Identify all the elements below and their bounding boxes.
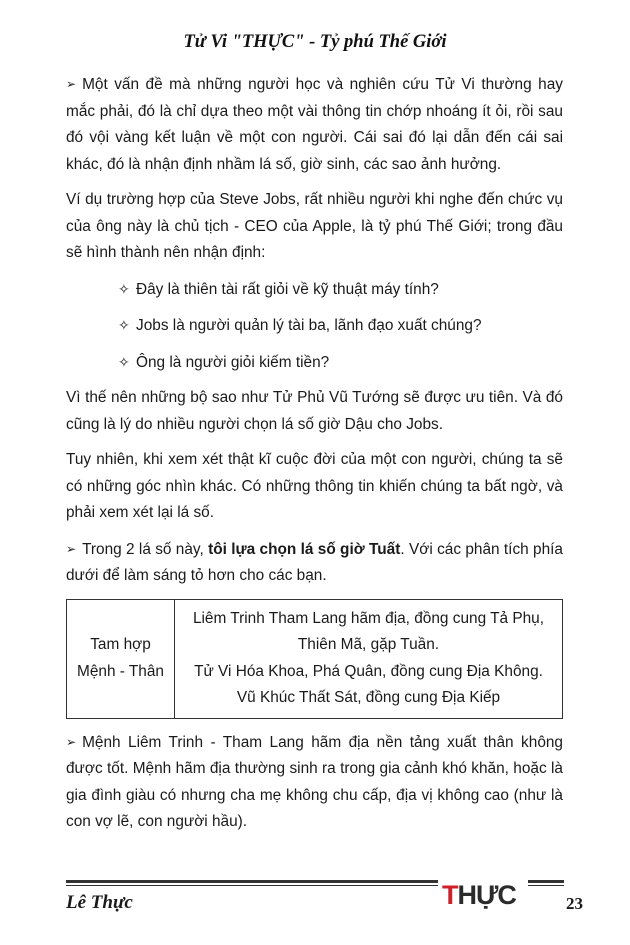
page-number: 23: [566, 894, 583, 913]
question-list: [66, 276, 563, 377]
arrow-right-icon: ➢: [66, 77, 77, 91]
logo-letters-huc: HỰC: [457, 880, 516, 910]
paragraph-6-text: Mệnh Liêm Trinh - Tham Lang hãm địa nền tảng xuất thân không được tốt. Mệnh hãm địa thường sinh ra trong gia cảnh khó khăn, hoặc là gia đình giàu có nhưng cha mẹ không chu cấp, địa vị không cao (như là con vợ lẽ, con người hầu).: [66, 733, 563, 830]
thuc-logo: [441, 876, 529, 912]
arrow-right-icon: ➢: [66, 541, 77, 556]
table-label-line: Tam hợp: [90, 636, 151, 653]
footer-divider: [528, 880, 564, 883]
paragraph-6: [66, 729, 563, 836]
logo-wordmark: [442, 880, 516, 910]
four-point-star-icon: ✧: [118, 353, 130, 370]
table-label-cell: [67, 599, 175, 718]
tam-hop-table: [66, 599, 563, 719]
table-body-cell: [175, 599, 563, 718]
table-label-line: Mệnh - Thân: [77, 662, 164, 680]
paragraph-5-pre: Trong 2 lá số này,: [82, 540, 209, 558]
footer-divider: [66, 880, 438, 883]
list-item: [118, 276, 563, 304]
page-header-title: Tử Vi "THỰC" - Tỷ phú Thế Giới: [183, 32, 447, 52]
table-row: [67, 599, 563, 718]
table-body-line: Liêm Trinh Tham Lang hãm địa, đồng cung Tả Phụ, Thiên Mã, gặp Tuần.: [192, 609, 545, 653]
footer-divider: [66, 885, 438, 886]
table-body-line: Vũ Khúc Thất Sát, đồng cung Địa Kiếp: [236, 689, 501, 706]
paragraph-2: Ví dụ trường hợp của Steve Jobs, rất nhiều người khi nghe đến chức vụ của ông này là chủ tịch - CEO của Apple, là tỷ phú Thế Giới; trong đầu sẽ hình thành nên nhận định:: [66, 191, 563, 261]
paragraph-1: [66, 71, 563, 178]
list-item: [118, 312, 563, 340]
paragraph-5-post: . Với các phân tích phía dưới để làm sáng tỏ hơn cho các bạn.: [66, 540, 563, 584]
list-item: [118, 349, 563, 377]
arrow-right-icon: ➢: [66, 734, 77, 749]
footer-divider: [528, 885, 564, 886]
table-body-line: Tử Vi Hóa Khoa, Phá Quân, đồng cung Địa Không.: [194, 662, 543, 680]
footer-author: Lê Thực: [66, 892, 133, 913]
paragraph-5-bold: tôi lựa chọn lá số giờ Tuất: [208, 540, 401, 558]
paragraph-5: [66, 536, 563, 590]
four-point-star-icon: ✧: [118, 317, 130, 333]
paragraph-1-text: Một vấn đề mà những người học và nghiên cứu Tử Vi thường hay mắc phải, đó là chỉ dựa theo một vài thông tin chớp nhoáng ít ỏi, rồi sau đó vội vàng kết luận về một con người. Cái sai đó lại dẫn đến cái sai khác, đó là nhận định nhầm lá số, giờ sinh, các sao ảnh hưởng.: [66, 76, 563, 173]
list-item-text: Ông là người giỏi kiếm tiền?: [136, 353, 330, 371]
paragraph-3: Vì thế nên những bộ sao như Tử Phủ Vũ Tướng sẽ được ưu tiên. Và đó cũng là lý do nhiều người chọn lá số giờ Dậu cho Jobs.: [66, 389, 563, 433]
list-item-text: Đây là thiên tài rất giỏi về kỹ thuật máy tính?: [136, 280, 439, 298]
list-item-text: Jobs là người quản lý tài ba, lãnh đạo xuất chúng?: [136, 317, 482, 334]
logo-letter-t: T: [442, 880, 458, 910]
paragraph-4: Tuy nhiên, khi xem xét thật kĩ cuộc đời của một con người, chúng ta sẽ có những góc nhìn khác. Có những thông tin khiến chúng ta bất ngờ, và phải xem xét lại lá số.: [66, 451, 563, 521]
four-point-star-icon: ✧: [118, 280, 130, 297]
page-content: [66, 71, 563, 845]
